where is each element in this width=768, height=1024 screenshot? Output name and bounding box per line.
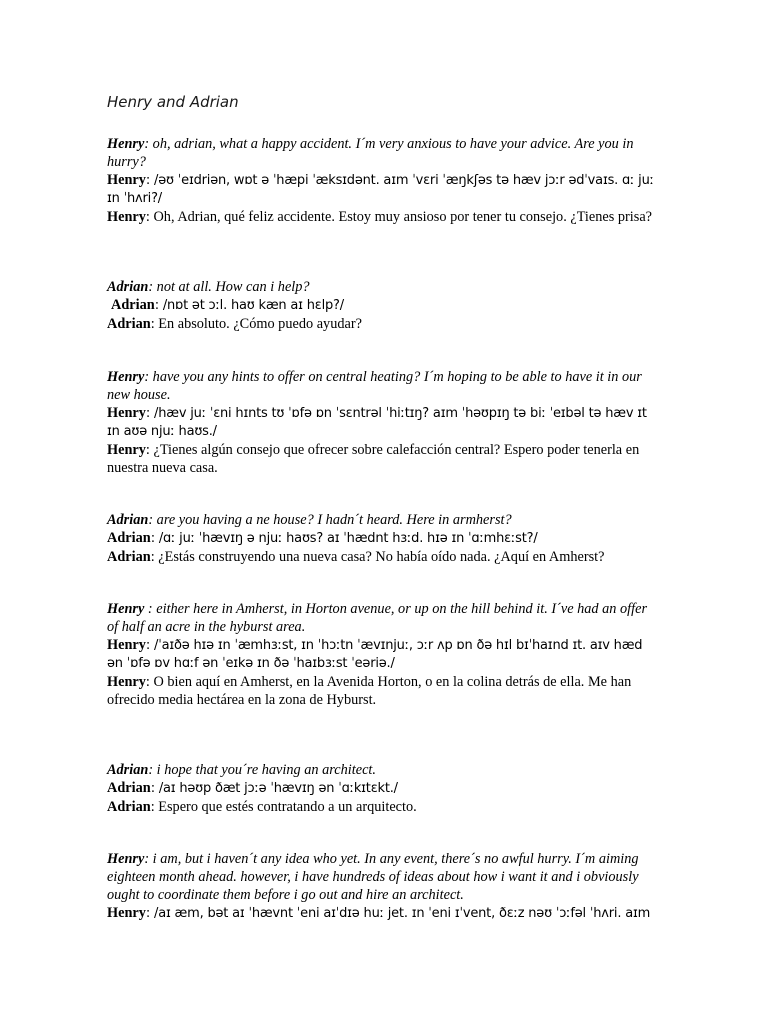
dialogue-block (107, 368, 655, 477)
english-text: oh, adrian, what a happy accident. I´m very anxious to have your advice. Are you in hurry? (107, 136, 634, 170)
speaker-name: Henry (107, 851, 145, 867)
english-text: i am, but i haven´t any idea who yet. In any event, there´s no awful hurry. I´m aiming eighteen month ahead. however, i have hundreds of ideas about how i want it and i obviously ought to coordinate them before i go out and hire an architect. (107, 851, 639, 903)
spanish-line (107, 548, 655, 566)
speaker-name: Henry (107, 209, 146, 225)
speaker-separator: : (148, 512, 154, 528)
phonetic-text: /aɪ æm, bət aɪ ˈhævnt ˈeni aɪˈdɪə huː jet. ɪn ˈeni ɪˈvent, ðɛːz nəʊ ˈɔːfəl ˈhʌri. aɪm (150, 906, 651, 921)
speaker-name: Adrian (107, 762, 149, 778)
dialogue-block (107, 511, 655, 566)
speaker-name: Adrian (107, 530, 151, 546)
phonetic-line (107, 404, 655, 441)
speaker-separator: : (145, 173, 151, 188)
english-text: are you having a ne house? I hadn´t heard. Here in armherst? (153, 512, 512, 528)
spanish-text: Espero que estés contratando a un arquitecto. (154, 799, 417, 815)
speaker-name: Adrian (107, 780, 151, 796)
spanish-text: ¿Tienes algún consejo que ofrecer sobre calefacción central? Espero poder tenerla en nuestra nueva casa. (107, 442, 640, 476)
dialogue-block (107, 600, 655, 709)
phonetic-text: /hæv juː ˈɛni hɪnts tʊ ˈɒfə ɒn ˈsɛntrəl ˈhiːtɪŋ? aɪm ˈhəʊpɪŋ tə biː ˈeɪbəl tə hæv ɪt ɪn aʊə njuː haʊs./ (107, 406, 647, 439)
speaker-name: Adrian (107, 512, 149, 528)
speaker-name: Henry (107, 905, 146, 921)
phonetic-text: /aɪ həʊp ðæt jɔːə ˈhævɪŋ ən ˈɑːkɪtɛkt./ (154, 781, 398, 796)
phonetic-line (107, 636, 655, 673)
speaker-separator: : (150, 316, 155, 332)
speaker-separator: : (145, 442, 150, 458)
speaker-name: Henry (107, 442, 146, 458)
speaker-name: Henry (107, 674, 146, 690)
spanish-line (107, 798, 655, 816)
english-line (107, 761, 655, 779)
spanish-text: O bien aquí en Amherst, en la Avenida Horton, o en la colina detrás de ella. Me han ofrecido media hectárea en la zona de Hyburst. (107, 674, 632, 708)
speaker-name: Henry (107, 405, 146, 421)
dialogue-block (107, 278, 655, 333)
speaker-name: Adrian (107, 549, 151, 565)
english-text: not at all. How can i help? (153, 279, 310, 295)
speaker-name: Adrian (107, 279, 149, 295)
speaker-name: Henry (107, 637, 146, 653)
english-line (107, 600, 655, 636)
speaker-separator: : (148, 762, 154, 778)
speaker-separator: : (145, 674, 150, 690)
spanish-text: ¿Estás construyendo una nueva casa? No había oído nada. ¿Aquí en Amherst? (154, 549, 605, 565)
speaker-separator: : (150, 781, 155, 796)
speaker-separator: : (145, 906, 151, 921)
speaker-name: Adrian (111, 297, 155, 313)
dialogue-block (107, 850, 655, 923)
spanish-text: En absoluto. ¿Cómo puedo ayudar? (154, 316, 362, 332)
phonetic-text: /ˈaɪðə hɪə ɪn ˈæmhɜːst, ɪn ˈhɔːtn ˈævɪnjuː, ɔːr ʌp ɒn ðə hɪl bɪˈhaɪnd ɪt. aɪv hæd ən ˈɒfə ɒv hɑːf ən ˈeɪkə ɪn ðə ˈhaɪbɜːst ˈeəriə./ (107, 638, 643, 671)
english-line (107, 278, 655, 296)
speaker-separator: : (144, 136, 150, 152)
english-line (107, 135, 655, 171)
speaker-name: Henry (107, 601, 145, 617)
phonetic-line (107, 296, 655, 315)
spanish-line (107, 673, 655, 709)
spanish-line (107, 315, 655, 333)
english-line (107, 850, 655, 904)
spanish-line (107, 208, 655, 226)
spanish-line (107, 441, 655, 477)
dialogue-block (107, 761, 655, 816)
phonetic-text: /əʊ ˈeɪdriən, wɒt ə ˈhæpi ˈæksɪdənt. aɪm ˈvɛri ˈæŋkʃəs tə hæv jɔːr ədˈvaɪs. ɑː juː ɪn ˈhʌri?/ (107, 173, 654, 206)
phonetic-text: /nɒt ət ɔːl. haʊ kæn aɪ hɛlp?/ (158, 298, 344, 313)
phonetic-text: /ɑː juː ˈhævɪŋ ə njuː haʊs? aɪ ˈhædnt hɜːd. hɪə ɪn ˈɑːmhɛːst?/ (154, 531, 538, 546)
english-line (107, 368, 655, 404)
speaker-separator: : (144, 369, 150, 385)
phonetic-line (107, 904, 655, 923)
speaker-separator: : (145, 406, 151, 421)
english-line (107, 511, 655, 529)
speaker-separator: : (150, 531, 155, 546)
speaker-separator: : (145, 638, 151, 653)
speaker-name: Henry (107, 172, 146, 188)
english-text: i hope that you´re having an architect. (153, 762, 376, 778)
phonetic-line (107, 529, 655, 548)
english-text: either here in Amherst, in Horton avenue, or up on the hill behind it. I´ve had an offer of half an acre in the hyburst area. (107, 601, 648, 635)
speaker-separator: : (145, 209, 150, 225)
phonetic-line (107, 171, 655, 208)
phonetic-line (107, 779, 655, 798)
speaker-separator: : (154, 298, 159, 313)
speaker-separator: : (144, 851, 150, 867)
speaker-separator: : (150, 799, 155, 815)
speaker-separator: : (148, 279, 154, 295)
document-title: Henry and Adrian (107, 93, 239, 111)
spanish-text: Oh, Adrian, qué feliz accidente. Estoy muy ansioso por tener tu consejo. ¿Tienes prisa? (149, 209, 653, 225)
speaker-name: Henry (107, 136, 145, 152)
speaker-name: Adrian (107, 799, 151, 815)
speaker-name: Henry (107, 369, 145, 385)
english-text: have you any hints to offer on central heating? I´m hoping to be able to have it in our new house. (107, 369, 642, 403)
speaker-separator: : (144, 601, 153, 617)
speaker-separator: : (150, 549, 155, 565)
speaker-name: Adrian (107, 316, 151, 332)
dialogue-block (107, 135, 655, 226)
